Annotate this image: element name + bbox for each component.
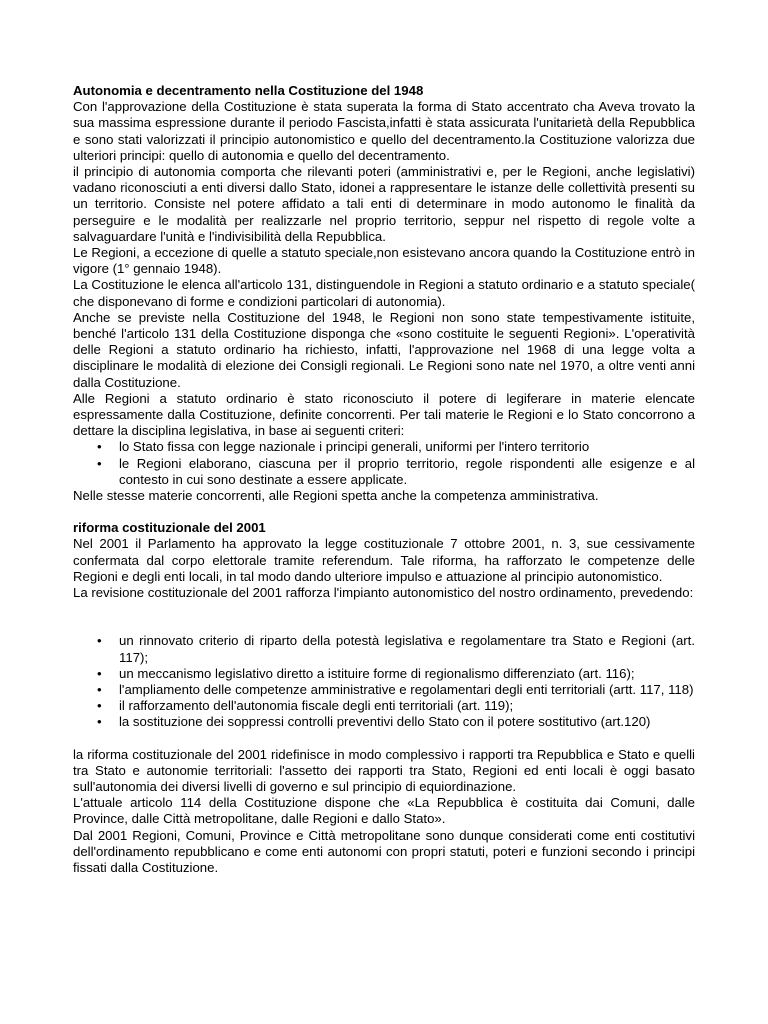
bullet-icon: • (97, 633, 102, 649)
paragraph: L'attuale articolo 114 della Costituzione dispone che «La Repubblica è costituita dai Comuni, dalle Province, dalle Città metropolitane, dalle Regioni e dallo Stato». (73, 795, 695, 827)
list-item-text: la sostituzione dei soppressi controlli preventivi dello Stato con il potere sostitutivo (art.120) (119, 714, 651, 730)
paragraph: Nelle stesse materie concorrenti, alle Regioni spetta anche la competenza amministrativa. (73, 488, 599, 504)
spacer (73, 601, 695, 633)
list-item-text: un rinnovato criterio di riparto della potestà legislativa e regolamentare tra Stato e Regioni (art. 117); (119, 633, 695, 665)
bullet-icon: • (97, 681, 102, 697)
list-item (73, 698, 695, 714)
bullet-icon: • (97, 455, 102, 471)
section-title: riforma costituzionale del 2001 (73, 520, 266, 536)
bullet-icon: • (97, 714, 102, 730)
paragraph: La revisione costituzionale del 2001 rafforza l'impianto autonomistico del nostro ordinamento, prevedendo: (73, 585, 694, 601)
reform-list (73, 633, 695, 730)
spacer (73, 731, 695, 747)
bullet-icon: • (97, 698, 102, 714)
paragraph: Dal 2001 Regioni, Comuni, Province e Città metropolitane sono dunque considerati come enti costitutivi dell'ordinamento repubblicano e come enti autonomi con propri statuti, poteri e funzioni secondo i principi fissati dalla Costituzione. (73, 827, 695, 875)
paragraph: la riforma costituzionale del 2001 ridefinisce in modo complessivo i rapporti tra Repubblica e Stato e quelli tra Stato e autonomie territoriali: l'assetto dei rapporti tra Stato, Regioni ed enti locali è oggi basato sull'autonomia dei diversi livelli di governo e sul principio di equiordinazione. (73, 746, 695, 794)
list-item (73, 633, 695, 665)
document-page (73, 83, 695, 876)
paragraph: Alle Regioni a statuto ordinario è stato riconosciuto il potere di legiferare in materie elencate espressamente dalla Costituzione, definite concorrenti. Per tali materie le Regioni e lo Stato concorrono a dettare la disciplina legislativa, in base ai seguenti criteri: (73, 390, 695, 439)
list-item (73, 714, 695, 730)
paragraph: Con l'approvazione della Costituzione è stata superata la forma di Stato accentrato cha Aveva trovato la sua massima espressione durante il periodo Fascista,infatti è stata assicurata l'unitarietà della Repubblica e sono stati valorizzati il principio autonomistico e quello del decentramento.la Costituzione valorizza due ulteriori principi: quello di autonomia e quello del decentramento. (73, 99, 695, 163)
list-item-text: lo Stato fissa con legge nazionale i principi generali, uniformi per l'intero territorio (119, 439, 590, 455)
list-item (73, 666, 695, 682)
section-title: Autonomia e decentramento nella Costituzione del 1948 (73, 83, 424, 98)
list-item-text: il rafforzamento dell'autonomia fiscale degli enti territoriali (art. 119); (119, 698, 514, 714)
paragraph: La Costituzione le elenca all'articolo 131, distinguendole in Regioni a statuto ordinario e a statuto speciale( che disponevano di forme e condizioni particolari di autonomia). (73, 277, 695, 309)
spacer (73, 504, 695, 520)
paragraph: Le Regioni, a eccezione di quelle a statuto speciale,non esistevano ancora quando la Costituzione entrò in vigore (1° gennaio 1948). (73, 245, 695, 277)
list-item (73, 439, 695, 455)
paragraph: Nel 2001 il Parlamento ha approvato la legge costituzionale 7 ottobre 2001, n. 3, sue cessivamente confermata dal corpo elettorale tramite referendum. Tale riforma, ha rafforzato le competenze delle Regioni e degli enti locali, in tal modo dando ulteriore impulso e attuazione al principio autonomistico. (73, 536, 695, 584)
list-item (73, 682, 695, 698)
paragraph: Anche se previste nella Costituzione del 1948, le Regioni non sono state tempestivamente istituite, benché l'articolo 131 della Costituzione disponga che «sono costituite le seguenti Regioni». L'operatività delle Regioni a statuto ordinario ha richiesto, infatti, l'approvazione nel 1968 di una legge volta a disciplinare le modalità di elezione dei Consigli regionali. Le Regioni sono nate nel 1970, a oltre venti anni dalla Costituzione. (73, 309, 695, 390)
list-item-text: un meccanismo legislativo diretto a istituire forme di regionalismo differenziato (art. 116); (119, 665, 635, 681)
bullet-icon: • (97, 439, 102, 455)
paragraph: il principio di autonomia comporta che rilevanti poteri (amministrativi e, per le Regioni, anche legislativi) vadano riconosciuti a enti diversi dallo Stato, idonei a rappresentare le istanze delle collettività presenti su un territorio. Consiste nel potere affidato a tali enti di determinare in modo autonomo le finalità da perseguire e le modalità per realizzarle nel proprio territorio, seppur nel rispetto di regole volte a salvaguardare l'unità e l'indivisibilità della Repubblica. (73, 164, 695, 244)
criteria-list (73, 439, 695, 488)
list-item-text: le Regioni elaborano, ciascuna per il proprio territorio, regole rispondenti alle esigenze e al contesto in cui sono destinate a essere applicate. (119, 455, 695, 487)
bullet-icon: • (97, 665, 102, 681)
list-item (73, 456, 695, 488)
list-item-text: l'ampliamento delle competenze amministrative e regolamentari degli enti territoriali (artt. 117, 118) (119, 681, 694, 697)
